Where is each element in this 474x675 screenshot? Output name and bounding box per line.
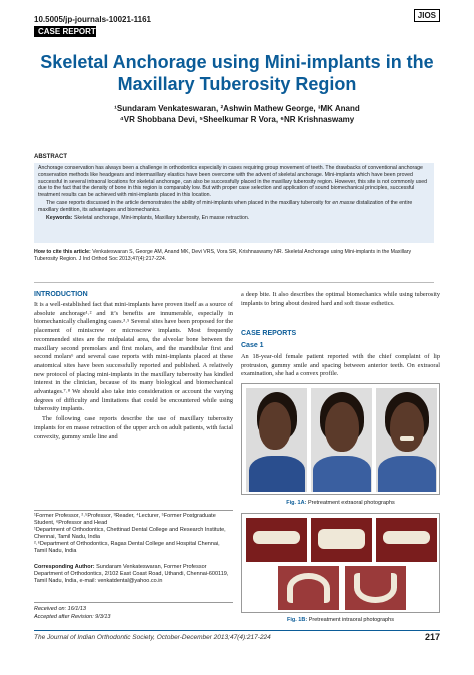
figure-1a-caption: Fig. 1A: Pretreatment extraoral photographs [286, 500, 395, 506]
intraoral-photo-frontal [311, 518, 372, 562]
affiliation-item: ¹Department of Orthodontics, Chettinad Dental College and Research Institute, Chennai, Tamil Nadu, India [34, 527, 226, 540]
received-dates [34, 602, 233, 621]
introduction-paragraph-2: The following case reports describe the use of maxillary tuberosity implants for en masse retraction of the upper arch on adult patients, with facial convexity, gummy smile line and [34, 415, 233, 440]
journal-tag: JIOS [414, 9, 440, 22]
abstract-box [34, 163, 434, 243]
case-reports-heading: CASE REPORTS [241, 330, 297, 337]
keywords: Keywords: Skeletal anchorage, Mini-implants, Maxillary tuberosity, En masse retraction. [46, 214, 250, 221]
intraoral-photo-left [376, 518, 437, 562]
citation-divider [34, 282, 434, 283]
extraoral-photo-smile [376, 388, 437, 492]
figure-1a [241, 383, 440, 495]
authors [20, 103, 454, 125]
authors-line-1: ¹Sundaram Venkateswaran, ²Ashwin Mathew George, ³MK Anand [114, 104, 360, 113]
abstract-paragraph-2: The case reports discussed in the article demonstrates the ability of mini-implants when placed in the maxillary tuberosity for en masse distalization of the entire maxillary dentition, its advantages and biomechanics. [38, 199, 413, 213]
extraoral-photo-frontal [311, 388, 372, 492]
occlusal-photo-lower [345, 566, 406, 610]
case-1-text: An 18-year-old female patient reported with the chief complaint of lip protrusion, gummy smile and spacing between anterior teeth. On extraoral examination, she had a convex profile. [241, 353, 440, 378]
received-date: Received on: 16/1/13 [34, 606, 86, 612]
figure-1b [241, 513, 440, 613]
doi: 10.5005/jp-journals-10021-1161 [34, 15, 151, 24]
section-label: CASE REPORT [34, 26, 96, 37]
page-number: 217 [424, 632, 440, 642]
intraoral-photo-right [246, 518, 307, 562]
case-1-heading: Case 1 [241, 342, 264, 349]
introduction-heading: INTRODUCTION [34, 291, 88, 298]
abstract-paragraph-1: Anchorage conservation has always been a challenge in orthodontics especially in cases requiring group movement of teeth. The drawbacks of conventional anchorage conservation methods like headgears and intermaxillary elastics have been overcome with the advent of skeletal anchorage. Mini-implants which have been proved successful in several intraoral locations for skeletal anchorage, can also be successfully placed in the maxillary tuberosity region. However, this site is not commonly used due to the fact that the density of bone in this region is comparably low. But with proper case selection and application of sound biomechanical principles, successful treatment results can be achieved with mini-implants placed in this location. [38, 165, 427, 199]
right-column-continuation: a deep bite. It also describes the optimal biomechanics while using tuberosity implants to bring about desired hard and soft tissue esthetics. [241, 291, 440, 307]
affiliation-item: ²˒⁶Department of Orthodontics, Ragas Dental College and Hospital Chennai, Tamil Nadu, India [34, 541, 220, 554]
figure-1b-caption: Fig. 1B: Pretreatment intraoral photographs [286, 617, 394, 623]
footer-divider [34, 630, 440, 631]
occlusal-photo-upper [278, 566, 339, 610]
authors-line-2: ⁴VR Shobbana Devi, ⁵Sheelkumar R Vora, ⁶NR Krishnaswamy [119, 115, 355, 124]
footer-journal: The Journal of Indian Orthodontic Society, October-December 2013;47(4):217-224 [34, 634, 271, 641]
introduction-paragraph-1: It is a well-established fact that mini-implants have proven itself as a source of absolute anchorage¹˒² and it’s benefits are innumerable, especially in biomechanically challenging cases.³˒⁵ Several sites have been proposed for the placement of miniscrew or microscrew implants. Most frequently recommended sites are the midpalatal area, the alveolar bone between the maxillary second premolars and first molars, and the mandibular first and second molars⁶ and several case reports with mini-implants placed at these anatomical sites have been successfully reported and published. A relatively new protocol of placing mini-implants in the maxillary tuberosity has kindled interest in the clinician, because of its many biological and biomechanical advantages.⁷˒⁸ We should also take into consideration or account the varying degrees of difficulty and limitations that could be encountered while using tuberosity implants. [34, 301, 233, 413]
affiliation-item: ¹Former Professor, ²˒⁵Professor, ³Reader, ⁴Lecturer, ⁵Former Postgraduate Student, ⁶Professor and Head [34, 513, 216, 526]
affiliations [34, 510, 233, 555]
abstract-label: ABSTRACT [34, 154, 67, 160]
left-column [34, 291, 233, 441]
article-title: Skeletal Anchorage using Mini-implants in the Maxillary Tuberosity Region [40, 52, 434, 94]
right-column [241, 291, 440, 308]
corresponding-author: Corresponding Author: Sundaram Venkateswaran, Former Professor Department of Orthodontics, 2/102 East Coast Road, Uthandi, Chennai-600119, Tamil Nadu, India, e-mail: venkatdental@yahoo.co.in [34, 564, 229, 584]
citation: How to cite this article: Venkateswaran S, George AM, Anand MK, Devi VRS, Vora SR, Krishnaswamy NR. Skeletal Anchorage using Mini-implants in the Maxillary Tuberosity Region. J Ind Orthod Soc 2013;47(4):217-224. [34, 249, 412, 262]
extraoral-photo-profile [246, 388, 307, 492]
accepted-date: Accepted after Revision: 9/3/13 [34, 614, 111, 620]
